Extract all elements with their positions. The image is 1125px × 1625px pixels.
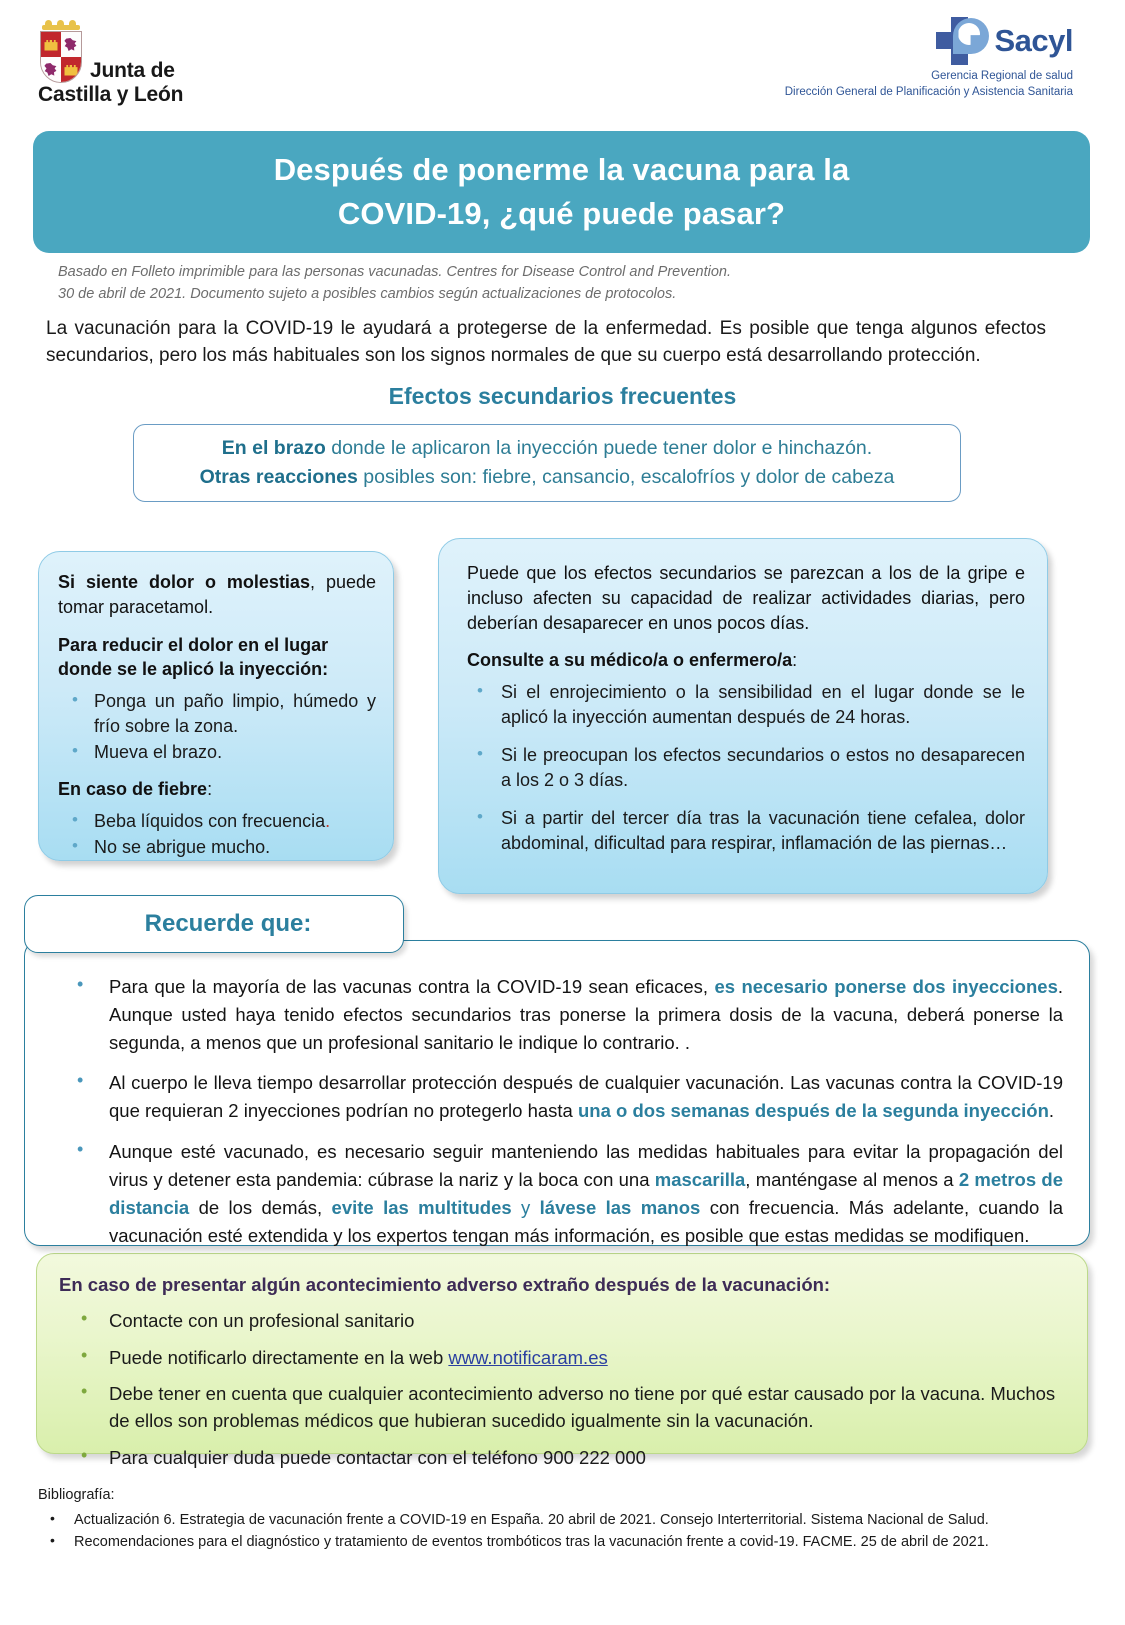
sacyl-cross-icon (936, 16, 990, 66)
remember-list (51, 973, 1063, 1250)
bibliography-list (38, 1509, 1078, 1554)
effects-line-1-rest: donde le aplicaron la inyección puede tener dolor e hinchazón. (325, 437, 873, 460)
sacyl-wordmark: Sacyl (994, 23, 1073, 58)
source-note-line2: 30 de abril de 2021. Documento sujeto a posibles cambios según actualizaciones de protocolos. (58, 286, 677, 303)
bibliography-title: Bibliografía: (38, 1487, 115, 1503)
jcyl-shield-icon (38, 18, 84, 83)
adverse-event-title: En caso de presentar algún acontecimiento adverso extraño después de la vacunación: (59, 1274, 831, 1295)
list-item: • Recomendaciones para el diagnóstico y tratamiento de eventos trombóticos tras la vacunación frente a covid-19. FACME. 25 de abril de 2021. (38, 1531, 1078, 1553)
effects-line-1 (222, 436, 872, 461)
fever-heading (58, 777, 376, 802)
effects-line-1-bold: En el brazo (221, 437, 326, 460)
intro-paragraph: La vacunación para la COVID-19 le ayudará a protegerse de la enfermedad. Es posible que tenga algunos efectos secundarios, pero los más habituales son los signos normales de que su cuerpo está desarrollando protección. (46, 318, 1046, 366)
list-item (51, 973, 1063, 1057)
remember-item2-part-b: . (1048, 1100, 1055, 1122)
common-side-effects-callout (133, 424, 961, 502)
pain-relief-list (58, 689, 376, 764)
page-title-line2: COVID-19, ¿qué puede pasar? (337, 196, 786, 231)
fever-item-1-text: Beba líquidos con frecuencia (94, 810, 326, 831)
list-item: • Si le preocupan los efectos secundarios o estos no desaparecen a los 2 o 3 días. (467, 743, 1025, 792)
sacyl-logo (785, 16, 1073, 100)
remember-item3-part-e: con frecuencia. Más adelante, cuando la vacunación esté extendida y los expertos tengan más información, es posible que estas medidas se modifiquen. (109, 1196, 1063, 1246)
pain-relief-paragraph-1 (58, 570, 376, 620)
adverse-event-list (59, 1308, 1063, 1471)
sacyl-subtitle-line1: Gerencia Regional de salud (931, 70, 1073, 82)
remember-item3-highlight-crowds: evite las multitudes (331, 1196, 512, 1218)
adverse-event-box (36, 1253, 1088, 1468)
page-title-line1: Después de ponerme la vacuna para la (273, 151, 850, 187)
junta-castilla-y-leon-logo (38, 18, 183, 106)
fever-item-1-period: . (325, 810, 331, 831)
remember-item1-highlight: es necesario ponerse dos inyecciones (714, 976, 1058, 997)
remember-item3-part-b: , manténgase al menos a (745, 1168, 959, 1190)
consult-heading-rest: : (792, 650, 798, 671)
remember-item3-part-d: y (511, 1196, 540, 1218)
list-item: • Actualización 6. Estrategia de vacunación frente a COVID-19 en España. 20 abril de 2021. Consejo Interterritorial. Sistema Nacional de Salud. (38, 1509, 1078, 1531)
remember-item3-highlight-handwash: lávese las manos (539, 1196, 701, 1218)
pain-relief-p1-bold: Si siente dolor o molestias (58, 572, 310, 592)
page-header (0, 0, 1125, 122)
remember-tab (24, 895, 404, 953)
list-item: • Mueva el brazo. (58, 740, 376, 764)
remember-item3-part-c: de los demás, (189, 1196, 332, 1218)
list-item: • No se abrigue mucho. (58, 835, 376, 859)
list-item (51, 1069, 1063, 1125)
notificaram-link[interactable]: www.notificaram.es (448, 1346, 608, 1368)
list-item (51, 1138, 1063, 1250)
section-heading-common-side-effects: Efectos secundarios frecuentes (388, 383, 737, 409)
jcyl-logo-line2: Castilla y León (38, 83, 184, 106)
flu-like-effects-box (438, 538, 1048, 894)
list-item: • Contacte con un profesional sanitario (59, 1308, 1063, 1335)
remember-item3-highlight-mask: mascarilla (654, 1168, 746, 1190)
remember-tab-label: Recuerde que: (144, 910, 312, 937)
list-item: • Si el enrojecimiento o la sensibilidad en el lugar donde se le aplicó la inyección aumentan después de 24 horas. (467, 680, 1025, 729)
remember-item1-part-a: Para que la mayoría de las vacunas contra la COVID-19 sean eficaces, (109, 976, 715, 997)
sacyl-subtitle (785, 69, 1073, 100)
list-item: • Debe tener en cuenta que cualquier acontecimiento adverso no tiene por qué estar causado por la vacuna. Muchos de ellos son problemas médicos que hubieran sucedido igualmente sin la vacunación. (59, 1381, 1063, 1434)
list-item: • Ponga un paño limpio, húmedo y frío sobre la zona. (58, 689, 376, 738)
pain-relief-paragraph-2 (58, 633, 376, 683)
list-item (59, 1345, 1063, 1372)
pain-relief-box (38, 551, 394, 861)
fever-list (58, 809, 376, 860)
remember-item2-part-a: Al cuerpo le lleva tiempo desarrollar protección después de cualquier vacunación. Las vacunas contra la COVID-19 que requieran 2 inyecciones podrían no protegerlo hasta (109, 1072, 1063, 1122)
consult-heading (467, 648, 1025, 673)
effects-line-2 (200, 465, 895, 490)
list-item: • Si a partir del tercer día tras la vacunación tiene cefalea, dolor abdominal, dificultad para respirar, inflamación de las piernas… (467, 806, 1025, 855)
source-note (58, 261, 731, 305)
notify-text: Puede notificarlo directamente en la web (109, 1346, 449, 1368)
source-note-line1: Basado en Folleto imprimible para las personas vacunadas. Centres for Disease Control and Prevention. (58, 264, 731, 280)
fever-heading-bold: En caso de fiebre (58, 778, 208, 799)
sacyl-subtitle-line2: Dirección General de Planificación y Asistencia Sanitaria (784, 85, 1073, 98)
list-item: • Para cualquier duda puede contactar con el teléfono 900 222 000 (59, 1445, 1063, 1472)
pain-relief-p2-bold: Para reducir el dolor en el lugar donde se le aplicó la inyección: (58, 634, 329, 680)
effects-line-2-rest: posibles son: fiebre, cansancio, escalofríos y dolor de cabeza (357, 465, 895, 488)
fever-heading-rest: : (207, 778, 213, 799)
effects-line-2-bold: Otras reacciones (199, 465, 358, 488)
remember-item3-highlight-distance: 2 metros de distancia (109, 1168, 1063, 1218)
remember-item2-highlight: una o dos semanas después de la segunda inyección (578, 1100, 1049, 1122)
pain-relief-p1-rest: , puede tomar paracetamol. (58, 572, 376, 617)
remember-item1-part-b: . Aunque usted haya tenido efectos secundarios tras ponerse la primera dosis de la vacuna, deberá ponerse la segunda, a menos que un profesional sanitario le indique lo contrario. . (109, 976, 1063, 1054)
flu-like-paragraph: Puede que los efectos secundarios se parezcan a los de la gripe e incluso afecten su capacidad de realizar actividades diarias, pero deberían desaparecer en unos pocos días. (467, 563, 1025, 633)
page-title-banner (33, 131, 1090, 253)
remember-box (24, 940, 1090, 1246)
consult-heading-bold: Consulte a su médico/a o enfermero/a (467, 650, 793, 671)
remember-item3-part-a: Aunque esté vacunado, es necesario seguir manteniendo las medidas habituales para evitar la propagación del virus y detener esta pandemia: cúbrase la nariz y la boca con una (109, 1140, 1063, 1190)
jcyl-logo-line1: Junta de (90, 58, 175, 82)
list-item (58, 809, 376, 833)
consult-list (467, 680, 1025, 855)
bibliography (38, 1487, 1078, 1554)
crown-icon (41, 18, 81, 31)
